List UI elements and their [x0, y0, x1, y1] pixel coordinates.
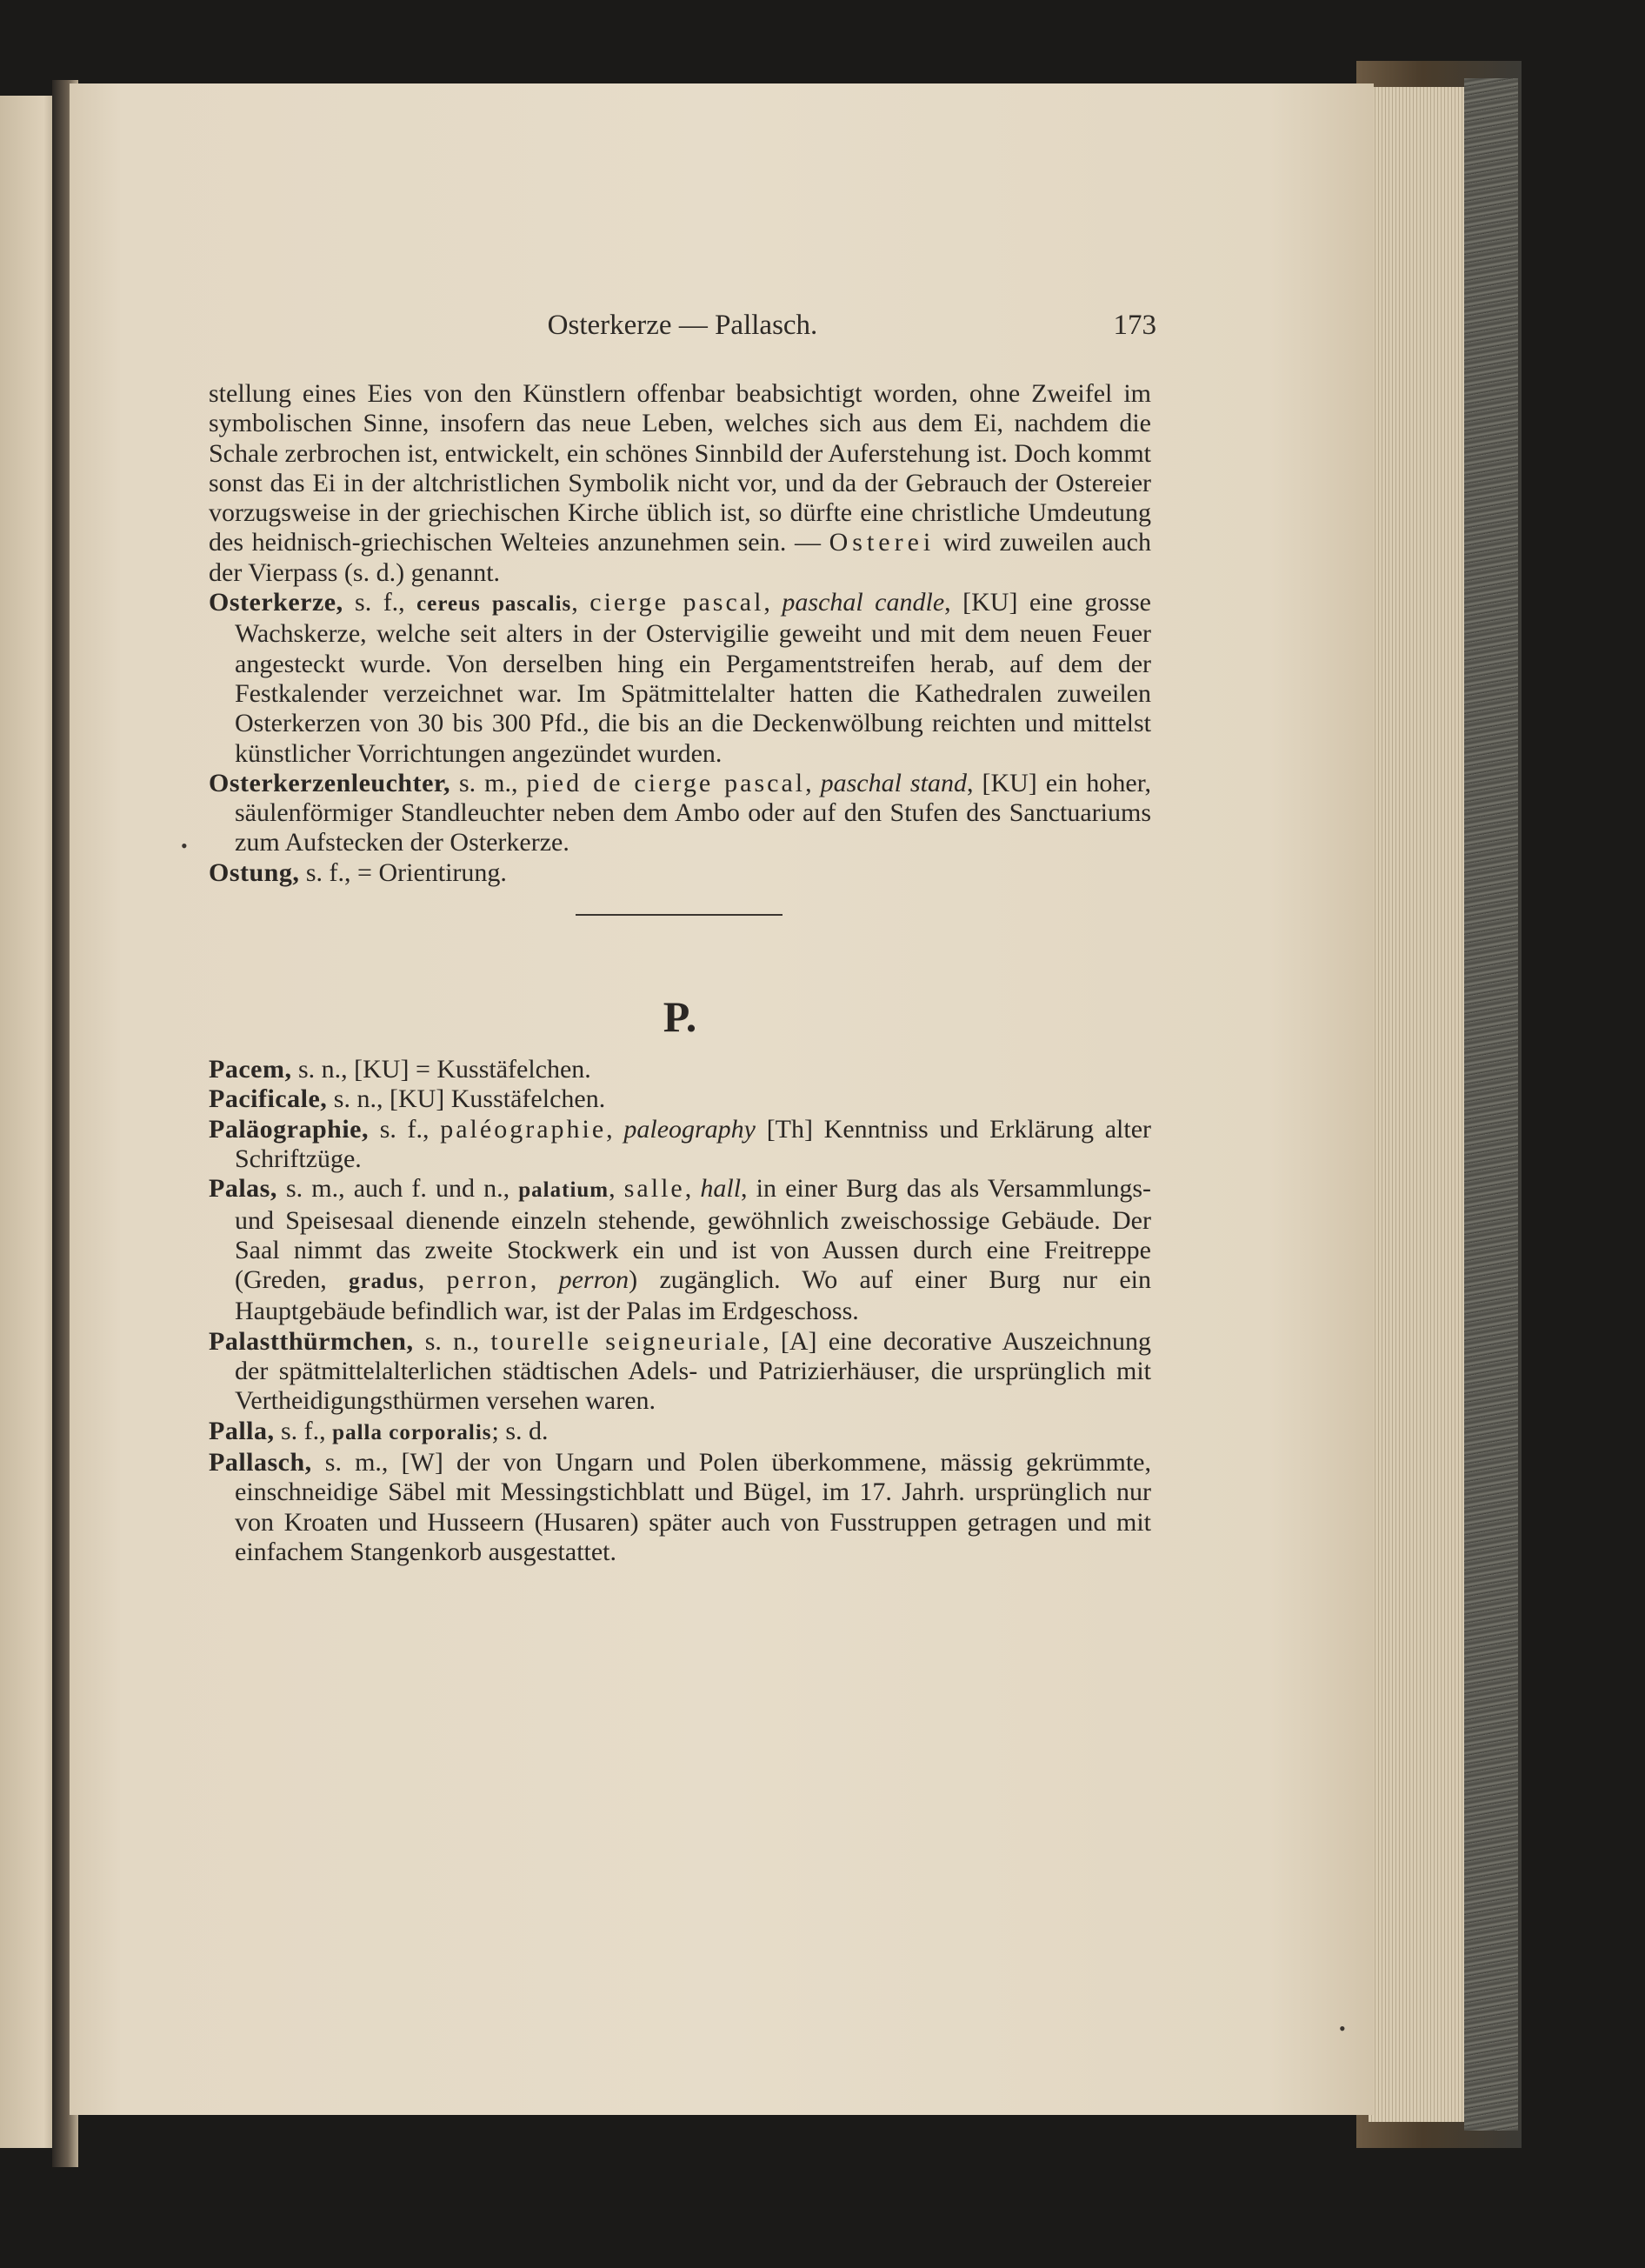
separator: ,	[571, 588, 590, 617]
headword: Osterkerzenleuchter,	[209, 768, 450, 797]
intro-text: stellung eines Eies von den Künstlern offenbar beabsichtigt worden, ohne Zweifel im symbolischen Sinne, insofern das neue Leben, welches sich aus dem Ei, nachdem die Schale zerbrochen ist, entwickelt, ein schönes Sinnbild der Auferstehung ist. Doch kommt sonst das Ei in der altchristlichen Symbolik nicht vor, und da der Gebrauch der Ostereier vorzugsweise in der griechischen Kirche üblich ist, so dürfte eine christliche Umdeutung des heidnisch-griechischen Welteies anzunehmen sein. —	[209, 379, 1151, 557]
cover-texture	[1464, 78, 1518, 2131]
margin-dot: •	[181, 835, 188, 857]
page-body	[209, 379, 1151, 1567]
entry-pacem	[209, 1055, 1151, 1084]
header-title: Osterkerze — Pallasch.	[547, 310, 818, 341]
section-divider	[209, 888, 1151, 942]
entry-pacificale	[209, 1084, 1151, 1114]
french-term: pied de cierge pascal	[526, 768, 806, 797]
definition: s. n., [KU] Kusstäfelchen.	[327, 1084, 606, 1114]
entry-osterkerzenleuchter	[209, 769, 1151, 858]
french-term: tourelle seigneuriale	[490, 1326, 763, 1356]
definition: , [KU] ein hoher, säulenförmiger Standleuchter neben dem Ambo oder auf den Stufen des Sanctuariums zum Aufstecken der Osterkerze.	[235, 768, 1152, 857]
headword: Pacificale,	[209, 1084, 328, 1114]
separator: ,	[684, 1174, 701, 1204]
grammar: s. m., auch f. und n.,	[276, 1174, 519, 1204]
entry-palaeographie	[209, 1115, 1151, 1175]
entry-pallasch	[209, 1448, 1151, 1567]
spaced-term: Osterei	[829, 528, 936, 557]
intro-continuation	[209, 379, 1151, 588]
headword: Palastthürmchen,	[209, 1326, 414, 1356]
separator: ,	[417, 1265, 447, 1295]
latin-term: cereus pascalis	[416, 592, 572, 617]
definition-end: ) zugänglich. Wo auf einer Burg nur ein Hauptgebäude befindlich war, ist der Palas im Erdgeschoss.	[235, 1265, 1152, 1326]
french-term: paléographie	[440, 1114, 607, 1144]
definition: s. m., [W] der von Ungarn und Polen überkommene, mässig gekrümmte, einschneidige Säbel mit Messingstichblatt und Bügel, im 17. Jahrh. ursprünglich nur von Kroaten und Husseern (Husaren) später auch von Fusstruppen getragen und mit einfachem Stangenkorb ausgestattet.	[235, 1447, 1151, 1566]
definition: s. n., [KU] = Kusstäfelchen.	[291, 1055, 591, 1084]
separator: ,	[606, 1114, 624, 1144]
latin-term: palatium	[518, 1178, 609, 1203]
running-header	[209, 310, 1156, 346]
french-term: cierge pascal	[589, 588, 764, 617]
english-term: paschal stand	[820, 768, 967, 797]
french-term: perron	[446, 1265, 530, 1295]
headword: Ostung,	[209, 857, 300, 887]
definition: , in einer Burg das als Versammlungs- und Speisesaal dienende einzeln stehende, gewöhnlich zweischossige Gebäude. Der Saal nimmt das zweite Stockwerk ein und ist von Aussen durch eine Freitreppe (Greden,	[235, 1174, 1152, 1295]
english-term: paleography	[623, 1114, 756, 1144]
english-term: perron	[558, 1265, 629, 1295]
grammar: s. f.,	[274, 1416, 333, 1445]
section-letter: P.	[663, 992, 697, 1042]
headword: Palla,	[209, 1416, 275, 1445]
entry-palastthuermchen	[209, 1327, 1151, 1417]
latin-term: palla corporalis	[332, 1420, 492, 1444]
definition: ; s. d.	[491, 1416, 549, 1445]
definition: , [A] eine decorative Auszeichnung der spätmittelalterlichen städtischen Adels- und Patrizierhäuser, die ursprünglich mit Vertheidigungsthürmen versehen waren.	[235, 1326, 1151, 1416]
latin-term: gradus	[349, 1270, 418, 1294]
grammar: s. m.,	[450, 768, 527, 797]
headword: Paläographie,	[209, 1114, 369, 1144]
headword: Palas,	[209, 1174, 277, 1204]
separator: ,	[805, 768, 821, 797]
entry-osterkerze	[209, 588, 1151, 769]
grammar: s. f.,	[343, 588, 417, 617]
intro-text-end: wird zuweilen auch der Vierpass (s. d.) genannt.	[209, 528, 1151, 587]
headword: Osterkerze,	[209, 588, 343, 617]
entry-palla	[209, 1417, 1151, 1448]
grammar: s. f.,	[369, 1114, 441, 1144]
definition: , [KU] eine grosse Wachskerze, welche seit alters in der Ostervigilie geweiht und mit dem neuen Feuer angesteckt wurde. Von derselben hing ein Pergamentstreifen herab, auf dem der Festkalender verzeichnet war. Im Spätmittelalter hatten die Kathedralen zuweilen Osterkerzen von 30 bis 300 Pfd., die bis an die Deckenwölbung reichten und mittelst künstlicher Vorrichtungen angezündet wurden.	[235, 588, 1151, 768]
definition: [Th] Kenntniss und Erklärung alter Schriftzüge.	[235, 1114, 1151, 1173]
separator: ,	[763, 588, 783, 617]
entry-ostung	[209, 858, 1151, 888]
margin-dot: •	[1339, 2018, 1346, 2039]
french-term: salle	[623, 1174, 685, 1204]
definition: s. f., = Orientirung.	[299, 857, 507, 887]
entry-palas	[209, 1174, 1151, 1326]
separator: ,	[529, 1265, 559, 1295]
divider-line	[576, 914, 783, 916]
page-edges	[1369, 87, 1466, 2122]
english-term: hall	[700, 1174, 742, 1204]
page-number: 173	[1113, 310, 1156, 341]
headword: Pacem,	[209, 1055, 292, 1084]
grammar: s. n.,	[413, 1326, 491, 1356]
headword: Pallasch,	[209, 1447, 312, 1477]
separator: ,	[609, 1174, 624, 1204]
english-term: paschal candle	[782, 588, 945, 617]
